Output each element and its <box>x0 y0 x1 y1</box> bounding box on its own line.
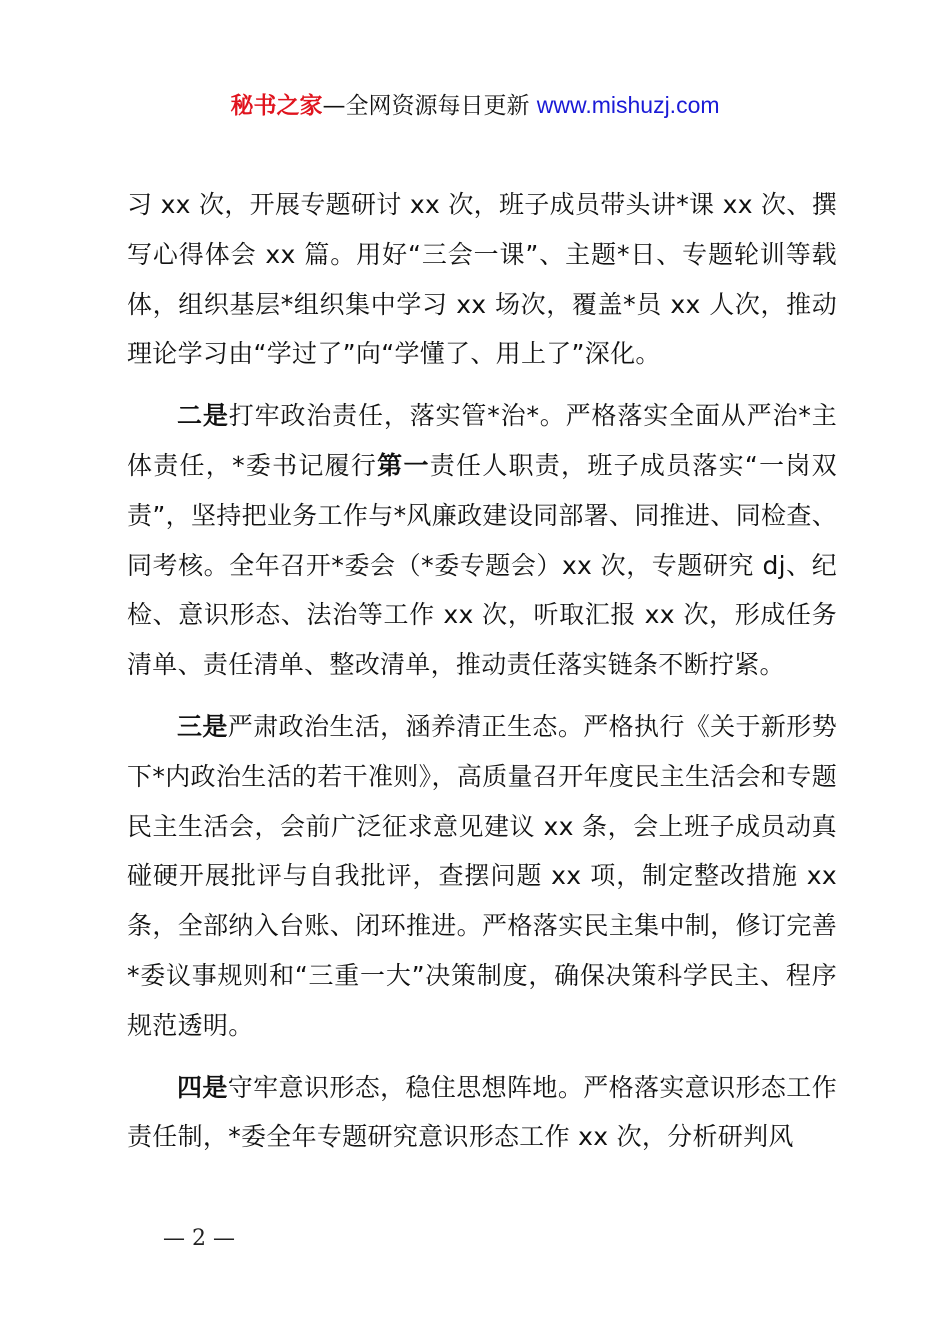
paragraph-continued <box>127 180 837 379</box>
site-url-link[interactable]: www.mishuzj.com <box>536 92 720 118</box>
paragraph-text: 打牢政治责任，落实管*治*。严格落实全面从严治*主体责任，*委书记履行 <box>127 401 837 480</box>
paragraph-text: 严肃政治生活，涵养清正生态。严格执行《关于新形势下*内政治生活的若干准则》，高质量召开年度民主生活会和专题民主生活会，会前广泛征求意见建议 xx 条，会上班子成员动真碰硬开展批评与自我批评，查摆问题 xx 项，制定整改措施 xx 条，全部纳入台账、闭环推进。严格落实民主集中制，修订完善*委议事规则和“三重一大”决策制度，确保决策科学民主、程序规范透明。 <box>127 711 837 1040</box>
paragraph-lead: 三是 <box>177 711 228 741</box>
header-slogan: 全网资源每日更新 <box>345 93 530 119</box>
paragraph-three <box>127 702 837 1051</box>
paragraph-text: 责任人职责，班子成员落实“一岗双责”，坚持把业务工作与*风廉政建设同部署、同推进、同检查、同考核。全年召开*委会（*委专题会）xx 次，专题研究 dj、纪检、意识形态、法治等工作 xx 次，听取汇报 xx 次，形成任务清单、责任清单、整改清单，推动责任落实链条不断拧紧。 <box>127 450 837 680</box>
header-dash: — <box>322 93 346 119</box>
site-header <box>0 88 950 123</box>
paragraph-four <box>127 1063 837 1163</box>
document-body <box>127 180 837 1162</box>
paragraph-text: 习 xx 次，开展专题研讨 xx 次，班子成员带头讲*课 xx 次、撰写心得体会 xx 篇。用好“三会一课”、主题*日、专题轮训等载体，组织基层*组织集中学习 xx 场次，覆盖*员 xx 人次，推动理论学习由“学过了”向“学懂了、用上了”深化。 <box>127 190 837 369</box>
page-number: — 2 — <box>163 1226 235 1251</box>
paragraph-two <box>127 391 837 690</box>
paragraph-lead: 二是 <box>177 401 229 431</box>
paragraph-text: 守牢意识形态，稳住思想阵地。严格落实意识形态工作责任制，*委全年专题研究意识形态工作 xx 次，分析研判风 <box>127 1072 837 1152</box>
brand-name: 秘书之家 <box>230 93 323 119</box>
paragraph-lead: 四是 <box>177 1072 228 1102</box>
paragraph-strong: 第一 <box>377 450 430 480</box>
